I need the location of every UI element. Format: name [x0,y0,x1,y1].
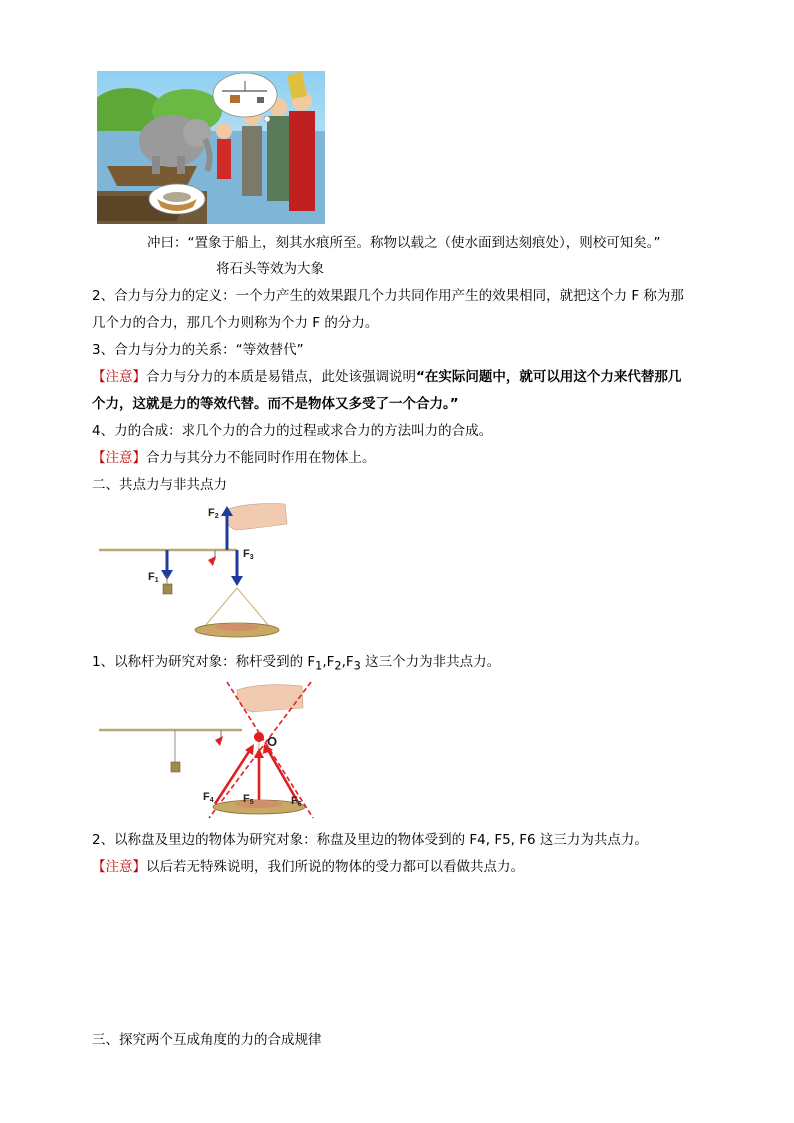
label-f3: F3 [243,548,254,561]
note-tag: 【注意】 [92,450,146,466]
fig1-sub-2: 2 [334,659,342,673]
fig2-caption: 2、以称盘及里边的物体为研究对象：称盘及里边的物体受到的 F4, F5, F6 这三力为共点力。 [92,832,648,848]
steelyard-concurrent-figure [97,680,322,820]
note-tag: 【注意】 [92,859,146,875]
fig1-caption-suffix: 这三个力为非共点力。 [360,654,501,670]
note-text: 合力与其分力不能同时作用在物体上。 [146,450,376,466]
note-text: 以后若无特殊说明，我们所说的物体的受力都可以看做共点力。 [146,859,524,875]
weight-image [171,762,180,772]
section-3-heading: 三、探究两个互成角度的力的合成规律 [92,1032,322,1048]
fig1-sub-3: 3 [353,659,361,673]
label-f5: F5 [243,793,254,806]
section-2-heading: 二、共点力与非共点力 [92,477,227,493]
label-f6: F6 [291,795,302,808]
illustration-subcaption: 将石头等效为大象 [216,261,324,277]
note-bold-text: “在实际问题中，就可以用这个力来代替那几 [416,369,682,385]
fig1-caption-c1: ,F [322,654,335,670]
item-4-composition: 4、力的合成：求几个力的合力的过程或求合力的方法叫力的合成。 [92,423,493,439]
fig1-caption [92,652,500,677]
note-3 [92,857,524,877]
concurrent-point [254,732,264,742]
weight-image [163,584,172,594]
note-1-bold-cont: 个力，这就是力的等效代替。而不是物体又多受了一个合力。” [92,396,459,412]
hand-image [225,504,287,530]
item-2-definition: 2、合力与分力的定义：一个力产生的效果跟几个力共同作用产生的效果相同，就把这个力 F 称为那 [92,288,684,304]
item-3-relation: 3、合力与分力的关系：“等效替代” [92,342,304,358]
label-f4: F4 [203,791,214,804]
steelyard-nonconcurrent-figure [97,500,297,642]
note-tag: 【注意】 [92,369,146,385]
illustration-caption: 冲曰：“置象于船上，刻其水痕所至。称物以载之（使水面到达刻痕处），则校可知矣。” [147,235,661,251]
label-o: O [267,734,278,749]
elephant-weighing-illustration [97,71,325,224]
note-2 [92,448,376,468]
label-f1: F1 [148,571,159,584]
label-f2: F2 [208,507,219,520]
fig1-caption-c2: ,F [341,654,354,670]
hand-image [237,685,303,712]
note-text: 合力与分力的本质是易错点，此处该强调说明 [146,369,416,385]
item-2-definition-cont: 几个力的合力，那几个力则称为个力 F 的分力。 [92,315,379,331]
fig1-sub-1: 1 [315,659,323,673]
note-1 [92,367,681,387]
fig1-caption-prefix: 1、以称杆为研究对象：称杆受到的 F [92,654,316,670]
